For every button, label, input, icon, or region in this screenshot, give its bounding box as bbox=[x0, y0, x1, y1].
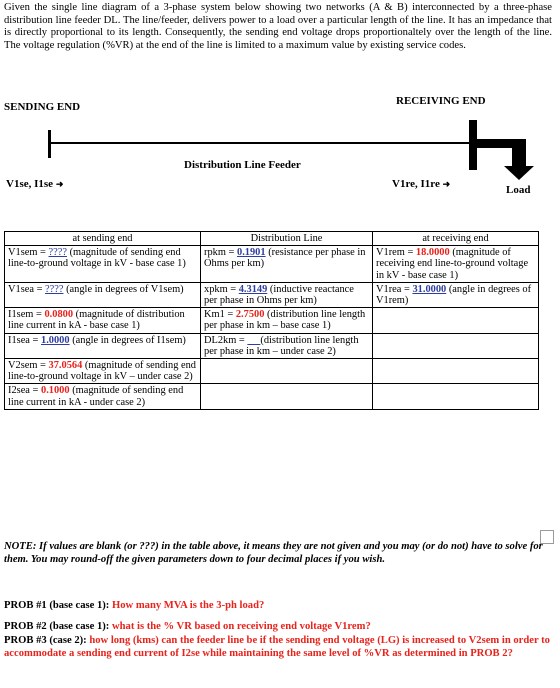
cell-empty bbox=[373, 384, 539, 409]
note-text: NOTE: If values are blank (or ???) in the table above, it means they are not given and you may (or do not) have to solve for them. You may round-off the given parameters down to four decimal places if you wish. bbox=[4, 541, 543, 565]
parameter-table bbox=[4, 231, 539, 410]
sending-quantities-label: V1se, I1se ➜ bbox=[6, 178, 64, 190]
load-stem bbox=[512, 146, 526, 168]
table-row bbox=[5, 333, 539, 358]
cell-i1sea: I1sea = 1.0000 (angle in degrees of I1sem) bbox=[5, 333, 201, 358]
table-row bbox=[5, 246, 539, 283]
receiving-quantities-label: V1re, I1re ➜ bbox=[392, 178, 451, 190]
load-arrow-icon bbox=[504, 166, 534, 182]
table-row bbox=[5, 359, 539, 384]
right-arrow-icon: ➜ bbox=[442, 179, 451, 189]
cell-dl2km: DL2km = (distribution line length per phase in km – under case 2) bbox=[201, 333, 373, 358]
cell-v1sea: V1sea = ???? (angle in degrees of V1sem) bbox=[5, 282, 201, 307]
load-label: Load bbox=[506, 184, 531, 196]
feeder-label: Distribution Line Feeder bbox=[184, 159, 301, 171]
feeder-line bbox=[50, 142, 470, 144]
cell-km1: Km1 = 2.7500 (distribution line length per phase in km – base case 1) bbox=[201, 308, 373, 333]
table-header-row bbox=[5, 232, 539, 246]
cell-empty bbox=[201, 384, 373, 409]
sending-end-label: SENDING END bbox=[4, 101, 81, 113]
header-sending: at sending end bbox=[5, 232, 201, 246]
table-row bbox=[5, 384, 539, 409]
cell-v1sem: V1sem = ???? (magnitude of sending end line-to-ground voltage in kV - base case 1) bbox=[5, 246, 201, 283]
cell-empty bbox=[373, 308, 539, 333]
problem-1: PROB #1 (base case 1): How many MVA is the 3-ph load? bbox=[4, 600, 265, 611]
cell-empty bbox=[201, 359, 373, 384]
header-receiving: at receiving end bbox=[373, 232, 539, 246]
table-row bbox=[5, 308, 539, 333]
cell-v2sem: V2sem = 37.0564 (magnitude of sending end line-to-ground voltage in kV – under case 2) bbox=[5, 359, 201, 384]
cell-v1rem: V1rem = 18.0000 (magnitude of receiving end line-to-ground voltage in kV - base case 1) bbox=[373, 246, 539, 283]
header-line: Distribution Line bbox=[201, 232, 373, 246]
cell-empty bbox=[373, 333, 539, 358]
table-row bbox=[5, 282, 539, 307]
cell-v1rea: V1rea = 31.0000 (angle in degrees of V1rem) bbox=[373, 282, 539, 307]
cell-rpkm: rpkm = 0.1901 (resistance per phase in Ohms per km) bbox=[201, 246, 373, 283]
problem-intro: Given the single line diagram of a 3-phase system below showing two networks (A & B) interconnected by a three-phase distribution line feeder DL. The line/feeder, delivers power to a load over a particular length of the line. It has an impedance that is directly proportional to its length. Consequently, the sending end voltage drops proportionaltely over the length of the line. The voltage regulation (%VR) at the end of the line is limited to a maximum value by existing service codes. bbox=[4, 2, 552, 52]
cell-i1sem: I1sem = 0.0800 (magnitude of distribution line current in kA - base case 1) bbox=[5, 308, 201, 333]
right-arrow-icon: ➜ bbox=[55, 179, 64, 189]
problem-3: PROB #3 (case 2): how long (kms) can the feeder line be if the sending end voltage (LG) is increased to V2sem in order to accommodate a sending end current of I2se while maintaining the same level of %VR as determined in PROB 2? bbox=[4, 635, 550, 659]
receiving-end-label: RECEIVING END bbox=[396, 95, 486, 107]
cell-xpkm: xpkm = 4.3149 (inductive reactance per phase in Ohms per km) bbox=[201, 282, 373, 307]
problem-2: PROB #2 (base case 1): what is the % VR based on receiving end voltage V1rem? bbox=[4, 621, 371, 632]
cell-i2sea: I2sea = 0.1000 (magnitude of sending end line current in kA - under case 2) bbox=[5, 384, 201, 409]
cell-empty bbox=[373, 359, 539, 384]
sending-bus-bar bbox=[48, 130, 51, 158]
